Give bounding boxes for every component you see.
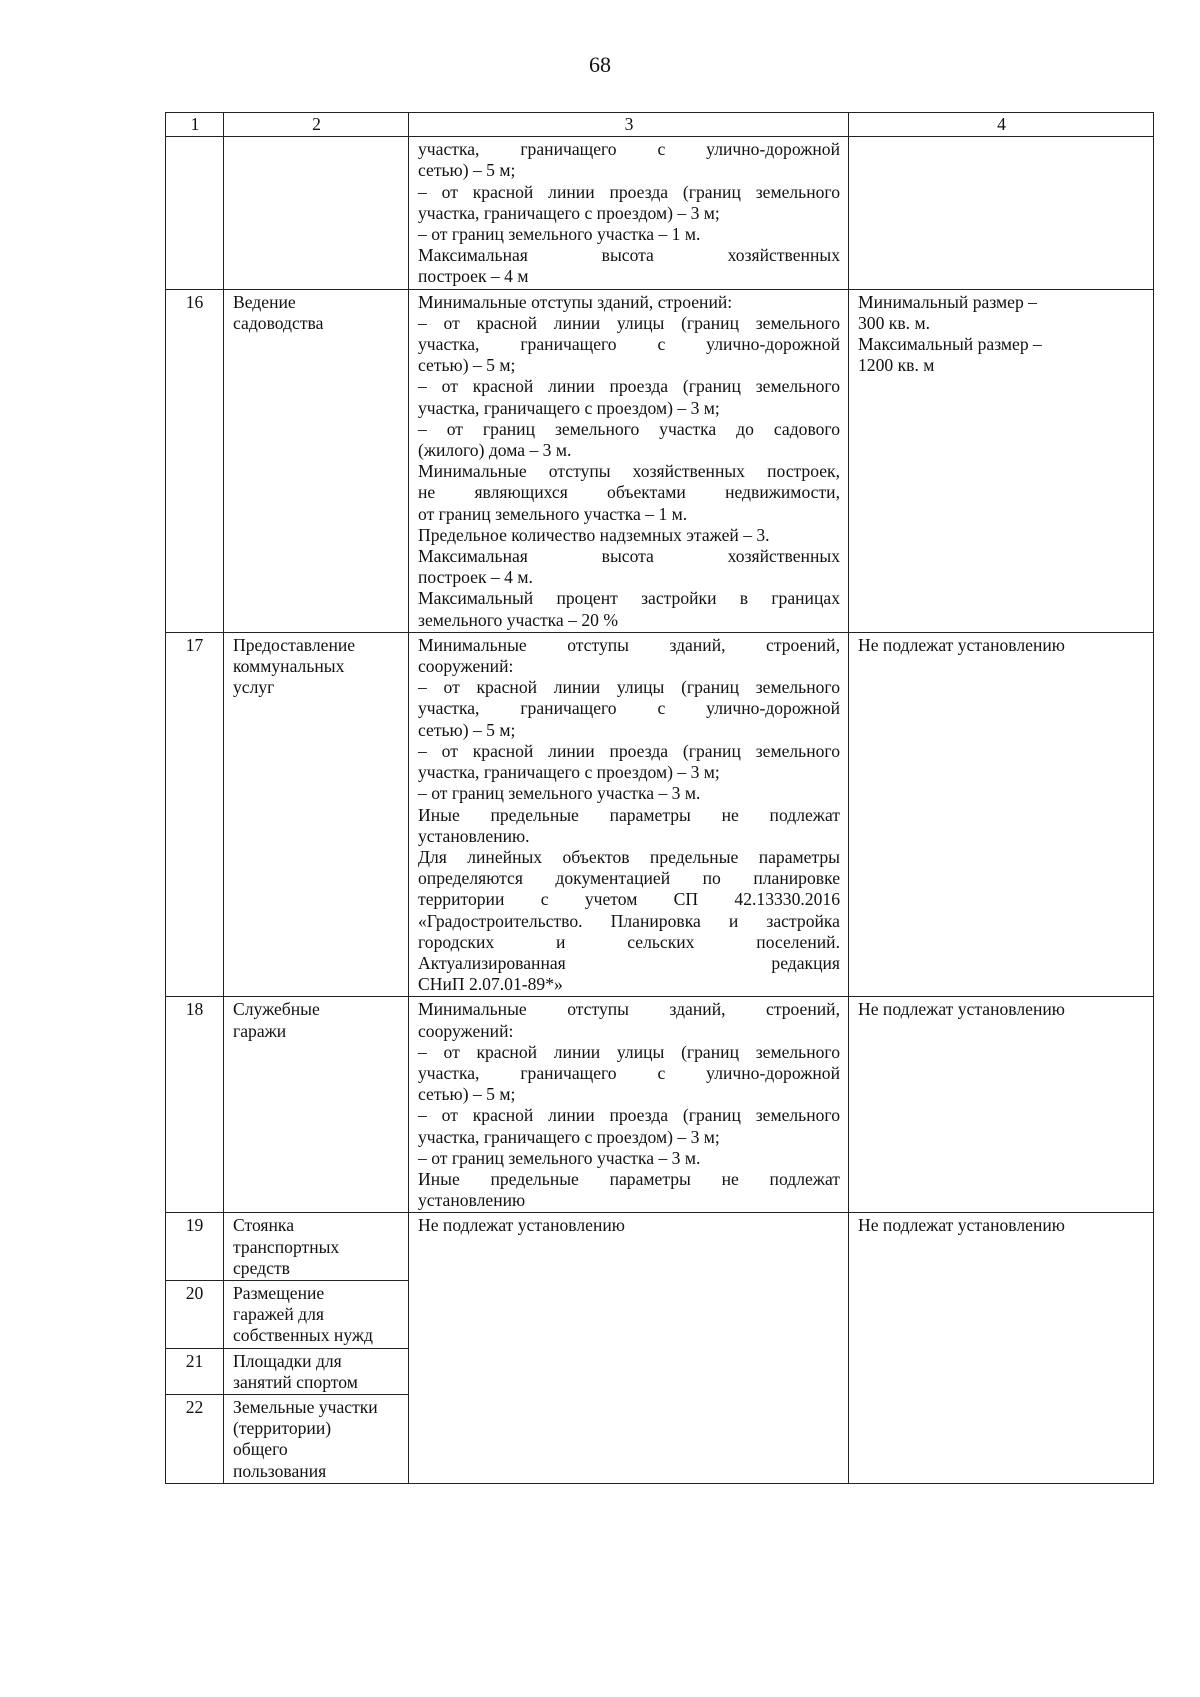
use-type-cell xyxy=(224,1280,409,1348)
text-line: участка, граничащего с проездом) – 3 м; xyxy=(418,397,720,418)
use-type-cell xyxy=(224,1213,409,1281)
text-line: участка, граничащего с улично-дорожной xyxy=(418,139,840,160)
regulations-table xyxy=(165,112,1154,1484)
text-line: (жилого) дома – 3 м. xyxy=(418,440,572,461)
text-line: установлению xyxy=(418,1190,526,1211)
text-line: участка, граничащего с проездом) – 3 м; xyxy=(418,1126,720,1147)
text-line: услуг xyxy=(233,677,275,698)
text-line: гаражи xyxy=(233,1020,287,1041)
text-line: сетью) – 5 м; xyxy=(418,719,516,740)
text-line: Для линейных объектов предельные параметры xyxy=(418,846,840,867)
text-line: Актуализированная редакция xyxy=(418,952,840,973)
text-line: Минимальный размер – xyxy=(858,291,1037,312)
cont-size-cell xyxy=(849,137,1154,289)
text-line: Предельное количество надземных этажей – 3. xyxy=(418,524,770,545)
cont-num-cell xyxy=(166,137,224,289)
text-line: занятий спортом xyxy=(233,1371,358,1392)
text-line: от границ земельного участка – 1 м. xyxy=(418,503,688,524)
text-line: Не подлежат установлению xyxy=(858,999,1065,1020)
table-row-18 xyxy=(166,997,1154,1213)
text-line: транспортных xyxy=(233,1236,340,1257)
header-cell-3: 3 xyxy=(409,113,849,137)
text-line: – от красной линии улицы (границ земельного xyxy=(418,1041,840,1062)
text-line: – от границ земельного участка до садового xyxy=(418,418,840,439)
text-line: установлению. xyxy=(418,825,530,846)
use-type-cell xyxy=(224,1394,409,1483)
text-line: Ведение xyxy=(233,291,296,312)
text-line: СНиП 2.07.01-89*» xyxy=(418,974,563,995)
text-line: Максимальная высота хозяйственных xyxy=(418,546,840,567)
table-row-17 xyxy=(166,632,1154,996)
text-line: Максимальный размер – xyxy=(858,334,1042,355)
text-line: определяются документацией по планировке xyxy=(418,868,840,889)
header-cell-2: 2 xyxy=(224,113,409,137)
text-line: Максимальный процент застройки в границах xyxy=(418,588,840,609)
text-line: сетью) – 5 м; xyxy=(418,160,516,181)
text-line: участка, граничащего с проездом) – 3 м; xyxy=(418,202,720,223)
row-number: 21 xyxy=(166,1348,224,1394)
params-cell xyxy=(409,632,849,996)
size-cell xyxy=(849,632,1154,996)
text-line: Минимальные отступы зданий, строений, xyxy=(418,634,840,655)
text-line: не являющихся объектами недвижимости, xyxy=(418,482,840,503)
text-line: 300 кв. м. xyxy=(858,312,930,333)
text-line: участка, граничащего с улично-дорожной xyxy=(418,698,840,719)
text-line: – от красной линии улицы (границ земельного xyxy=(418,312,840,333)
text-line: собственных нужд xyxy=(233,1325,374,1346)
text-line: сетью) – 5 м; xyxy=(418,1084,516,1105)
text-line: гаражей для xyxy=(233,1304,325,1325)
text-line: земельного участка – 20 % xyxy=(418,609,618,630)
text-line: Земельные участки xyxy=(233,1396,378,1417)
text-line: участка, граничащего с улично-дорожной xyxy=(418,1062,840,1083)
text-line: Минимальные отступы зданий, строений, xyxy=(418,999,840,1020)
use-type-cell xyxy=(224,1348,409,1394)
row-number: 20 xyxy=(166,1280,224,1348)
text-line: – от красной линии проезда (границ земельного xyxy=(418,740,840,761)
text-line: Предоставление xyxy=(233,634,356,655)
text-line: Минимальные отступы хозяйственных построек, xyxy=(418,461,840,482)
text-line: территории с учетом СП 42.13330.2016 xyxy=(418,889,840,910)
text-line: Служебные xyxy=(233,999,320,1020)
text-line: Стоянка xyxy=(233,1215,295,1236)
text-line: – от границ земельного участка – 3 м. xyxy=(418,783,701,804)
text-line: Площадки для xyxy=(233,1350,342,1371)
row-number: 18 xyxy=(166,997,224,1213)
text-line: Иные предельные параметры не подлежат xyxy=(418,804,840,825)
text-line: Иные предельные параметры не подлежат xyxy=(418,1168,840,1189)
cont-name-cell xyxy=(224,137,409,289)
text-line: 1200 кв. м xyxy=(858,355,935,376)
table-row-16 xyxy=(166,289,1154,632)
text-line: (территории) xyxy=(233,1418,332,1439)
text-line: – от красной линии проезда (границ земельного xyxy=(418,181,840,202)
text-line: сетью) – 5 м; xyxy=(418,355,516,376)
text-line: общего xyxy=(233,1439,288,1460)
size-cell xyxy=(849,997,1154,1213)
text-line: Размещение xyxy=(233,1282,325,1303)
text-line: пользования xyxy=(233,1460,327,1481)
header-cell-1: 1 xyxy=(166,113,224,137)
params-cell xyxy=(409,289,849,632)
row-number: 19 xyxy=(166,1213,224,1281)
table-header-row xyxy=(166,113,1154,137)
text-line: – от красной линии улицы (границ земельного xyxy=(418,677,840,698)
text-line: – от границ земельного участка – 3 м. xyxy=(418,1147,701,1168)
table-row-continuation xyxy=(166,137,1154,289)
text-line: построек – 4 м xyxy=(418,266,529,287)
row-number: 17 xyxy=(166,632,224,996)
use-type-cell xyxy=(224,997,409,1213)
text-line: сооружений: xyxy=(418,1020,514,1041)
text-line: коммунальных xyxy=(233,656,345,677)
text-line: участка, граничащего с улично-дорожной xyxy=(418,334,840,355)
page-number: 68 xyxy=(589,52,611,77)
text-line: – от красной линии проезда (границ земельного xyxy=(418,1105,840,1126)
size-cell xyxy=(849,289,1154,632)
text-line: «Градостроительство. Планировка и застройка xyxy=(418,910,840,931)
cont-params-cell xyxy=(409,137,849,289)
text-line: участка, граничащего с проездом) – 3 м; xyxy=(418,762,720,783)
params-cell-merged: Не подлежат установлению xyxy=(409,1213,849,1483)
text-line: городских и сельских поселений. xyxy=(418,931,840,952)
use-type-cell xyxy=(224,289,409,632)
text-line: Минимальные отступы зданий, строений: xyxy=(418,291,733,312)
use-type-cell xyxy=(224,632,409,996)
header-cell-4: 4 xyxy=(849,113,1154,137)
row-number: 22 xyxy=(166,1394,224,1483)
text-line: построек – 4 м. xyxy=(418,567,533,588)
row-number: 16 xyxy=(166,289,224,632)
text-line: сооружений: xyxy=(418,656,514,677)
text-line: Не подлежат установлению xyxy=(858,634,1065,655)
text-line: Максимальная высота хозяйственных xyxy=(418,245,840,266)
text-line: средств xyxy=(233,1257,290,1278)
text-line: – от красной линии проезда (границ земельного xyxy=(418,376,840,397)
text-line: садоводства xyxy=(233,312,324,333)
table-row-19 xyxy=(166,1213,1154,1281)
params-cell xyxy=(409,997,849,1213)
size-cell-merged: Не подлежат установлению xyxy=(849,1213,1154,1483)
text-line: – от границ земельного участка – 1 м. xyxy=(418,224,701,245)
